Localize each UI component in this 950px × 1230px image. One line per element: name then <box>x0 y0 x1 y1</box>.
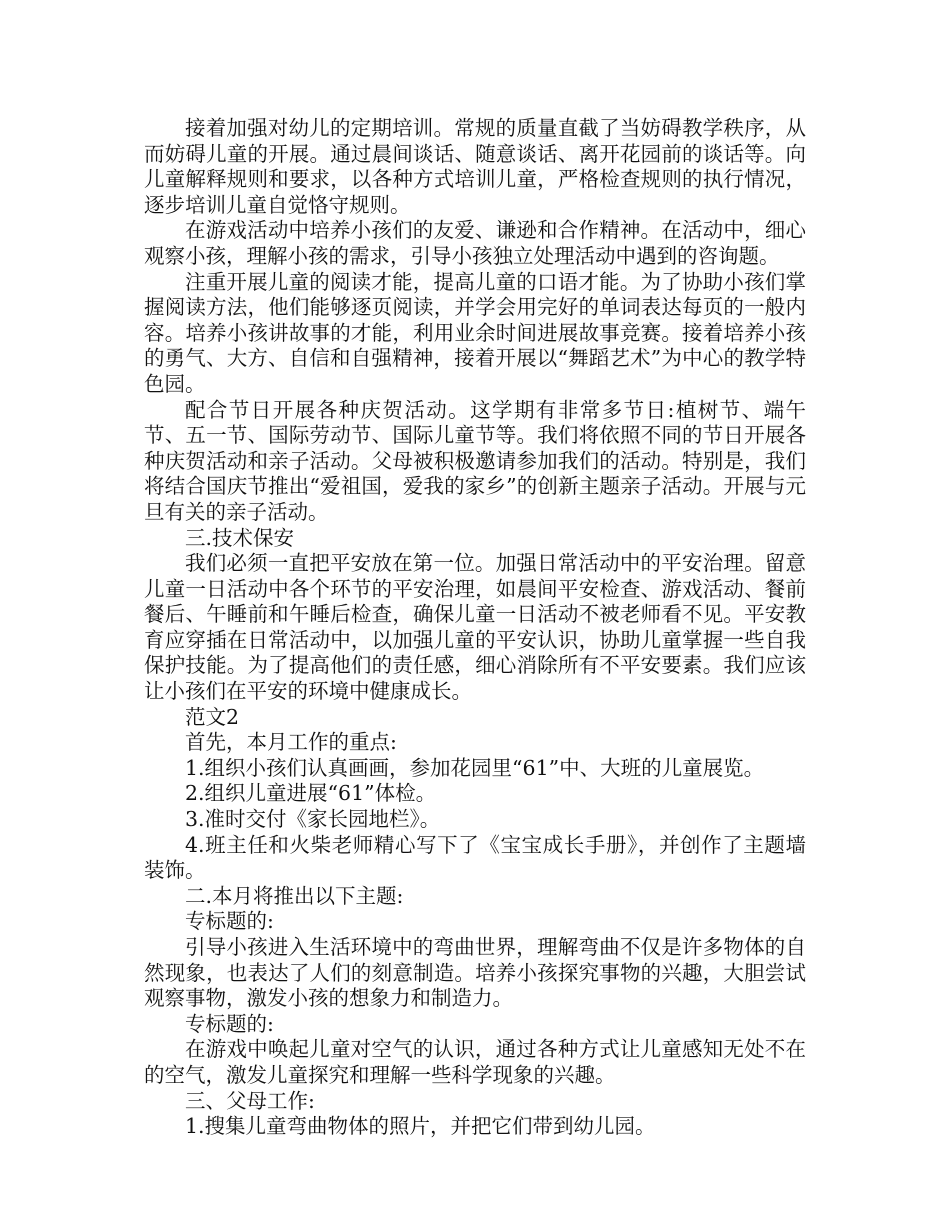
section-heading-sample-2: 范文2 <box>185 704 240 729</box>
paragraph-reading-ability: 注重开展儿童的阅读才能，提高儿童的口语才能。为了协助小孩们掌握阅读方法，他们能够逐页阅读，并学会用完好的单词表达每页的一般内容。培养小孩讲故事的才能，利用业余时间进展故事竞赛。接着培养小孩的勇气、大方、自信和自强精神，接着开展以“舞蹈艺术”为中心的教学特色园。 <box>144 269 806 396</box>
list-item-1: 1.组织小孩们认真画画，参加花园里“61”中、大班的儿童展览。 <box>185 755 765 780</box>
paragraph-air-theme: 在游戏中唤起儿童对空气的认识，通过各种方式让儿童感知无处不在的空气，激发儿童探究和理解一些科学现象的兴趣。 <box>144 1037 806 1087</box>
document-page <box>144 116 806 1140</box>
paragraph-games-cooperation: 在游戏活动中培养小孩们的友爱、谦逊和合作精神。在活动中，细心观察小孩，理解小孩的需求，引导小孩独立处理活动中遇到的咨询题。 <box>144 218 806 268</box>
paragraph-festival-activities: 配合节日开展各种庆贺活动。这学期有非常多节日:植树节、端午节、五一节、国际劳动节、国际儿童节等。我们将依照不同的节日开展各种庆贺活动和亲子活动。父母被积极邀请参加我们的活动。特别是，我们将结合国庆节推出“爱祖国，爱我的家乡”的创新主题亲子活动。开展与元旦有关的亲子活动。 <box>144 397 806 524</box>
topic-label-1: 专标题的: <box>185 909 274 934</box>
paragraph-routine-training: 接着加强对幼儿的定期培训。常规的质量直截了当妨碍教学秩序，从而妨碍儿童的开展。通过晨间谈话、随意谈话、离开花园前的谈话等。向儿童解释规则和要求，以各种方式培训儿童，严格检查规则的执行情况，逐步培训儿童自觉恪守规则。 <box>144 116 806 217</box>
list-item-parents-1: 1.搜集儿童弯曲物体的照片，并把它们带到幼儿园。 <box>185 1114 656 1139</box>
paragraph-curve-theme: 引导小孩进入生活环境中的弯曲世界，理解弯曲不仅是许多物体的自然现象，也表达了人们的刻意制造。培养小孩探究事物的兴趣，大胆尝试观察事物，激发小孩的想象力和制造力。 <box>144 935 806 1011</box>
paragraph-safety-management: 我们必须一直把平安放在第一位。加强日常活动中的平安治理。留意儿童一日活动中各个环节的平安治理，如晨间平安检查、游戏活动、餐前餐后、午睡前和午睡后检查，确保儿童一日活动不被老师看不见。平安教育应穿插在日常活动中，以加强儿童的平安认识，协助儿童掌握一些自我保护技能。为了提高他们的责任感，细心消除所有不平安要素。我们应该让小孩们在平安的环境中健康成长。 <box>144 551 806 704</box>
list-item-4: 4.班主任和火柴老师精心写下了《宝宝成长手册》，并创作了主题墙装饰。 <box>144 832 806 883</box>
section-heading-parents: 三、父母工作: <box>185 1088 315 1113</box>
section-heading-themes: 二.本月将推出以下主题: <box>185 883 404 908</box>
section-heading-safety: 三.技术保安 <box>185 525 295 550</box>
topic-label-2: 专标题的: <box>185 1011 274 1036</box>
list-item-2: 2.组织儿童进展“61”体检。 <box>185 781 437 806</box>
list-item-3: 3.准时交付《家长园地栏》。 <box>185 807 441 832</box>
paragraph-monthly-focus: 首先，本月工作的重点: <box>185 730 397 755</box>
